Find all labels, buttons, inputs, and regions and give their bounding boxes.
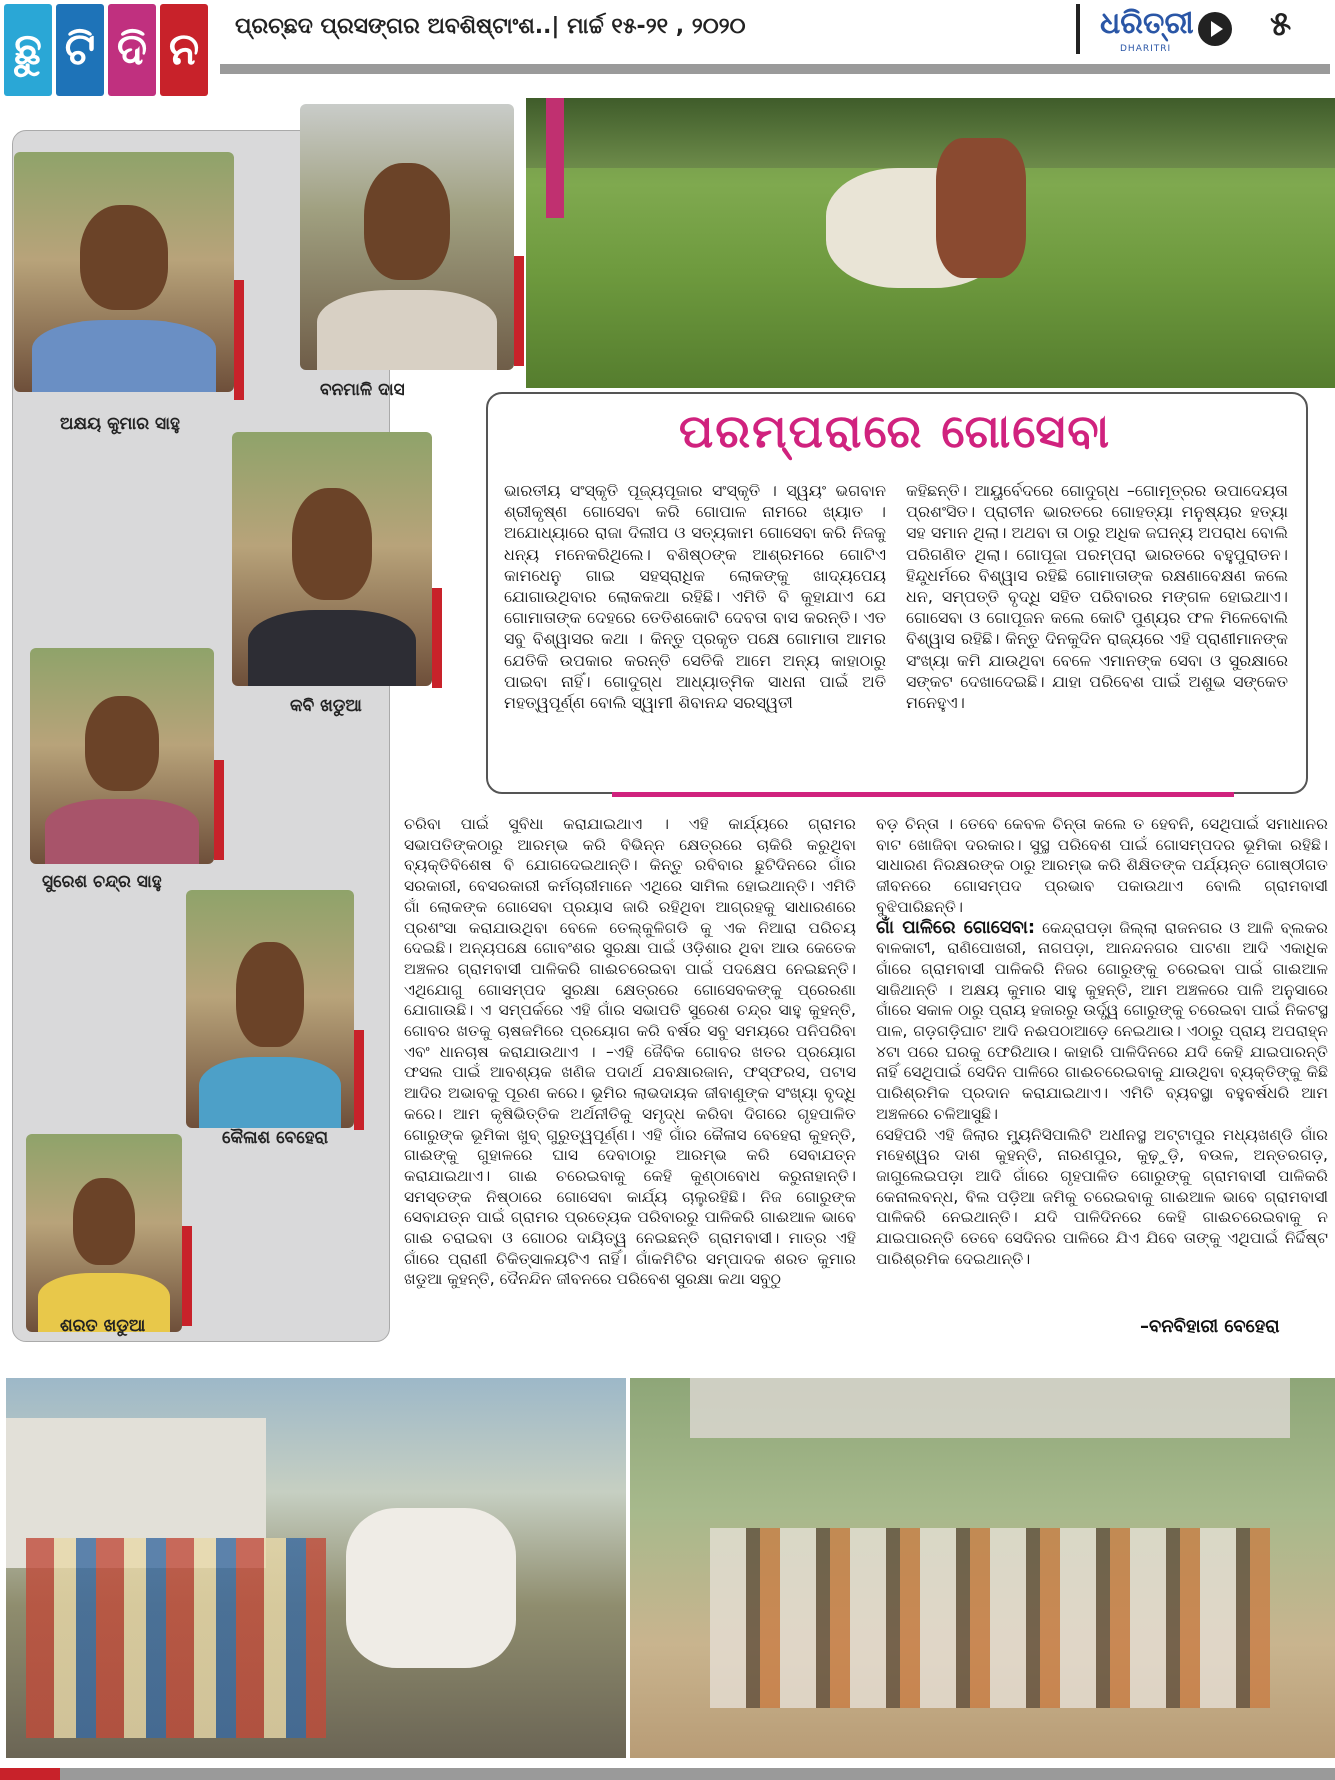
body-text: କେନ୍ଦ୍ରାପଡ଼ା ଜିଲ୍ଲା ରାଜନଗର ଓ ଆଳି ବ୍ଲକର ବାଳକାଟୀ, ରାଣିପୋଖରୀ, ନାଗପଡ଼ା, ଆନନ୍ଦନଗର ପାଟଣା ଆଦି ଏକାଧିକ ଗାଁରେ ଗ୍ରାମବାସୀ ପାଳିକରି ନିଜର ଗୋରୁଙ୍କୁ ଚରେଇବା ପାଇଁ ଗାଈଆଳ ସାଜିଥାନ୍ତି । ଅକ୍ଷୟ କୁମାର ସାହୁ କୁହନ୍ତି, ଆମ ଅଞ୍ଚଳରେ ପାଳି ଅନୁସାରେ ଗାଁରେ ସକାଳ ଠାରୁ ପ୍ରାୟ ହଜାରରୁ ଉର୍ଦ୍ଧ୍ୱ ଗୋରୁଙ୍କୁ ଚରେଇବା ପାଇଁ ନିକଟସ୍ଥ ପାଳ, ଗଡ଼ଗଡ଼ିଘାଟ ଆଦି ନଈପଠାଆଡ଼େ ନେଇଥାଉ। ଏଠାରୁ ପ୍ରାୟ ଅପରାହ୍ନ ୪ଟା ପରେ ଘରକୁ ଫେରିଥାଉ। କାହାରି ପାଳିଦିନରେ ଯଦି କେହି ଯାଇପାରନ୍ତି ନାହିଁ ସେଥିପାଇଁ ସେଦିନ ପାଳିରେ ଗାଈଚରେଇବାକୁ ଯାଉଥିବା ବ୍ୟକ୍ତିଙ୍କୁ କିଛି ପାରିଶ୍ରମିକ ପ୍ରଦାନ କରାଯାଇଥାଏ। ଏମିତି ବ୍ୟବସ୍ଥା ବହୁବର୍ଷଧରି ଆମ ଅଞ୍ଚଳରେ ଚଳିଆସୁଛି। [876, 918, 1328, 1123]
logo-tile-3: ଦି [108, 4, 156, 96]
portrait-photo [232, 432, 432, 686]
body-column-right [876, 814, 1328, 1310]
body-paragraph: ବଡ଼ ଚିନ୍ତା । ତେବେ କେବଳ ଚିନ୍ତା କଲେ ତ ହେବନି, ସେଥିପାଇଁ ସମାଧାନର ବାଟ ଖୋଜିବା ଦରକାର। ସୁସ୍ଥ ପରିବେଶ ପାଇଁ ଗୋସମ୍ପଦର ଭୂମିକା ରହିଛି। ସାଧାରଣ ନିରକ୍ଷରଙ୍କ ଠାରୁ ଆରମ୍ଭ କରି ଶିକ୍ଷିତଙ୍କ ପର୍ଯ୍ୟନ୍ତ ଗୋଷ୍ଠୀଗତ ଜୀବନରେ ଗୋସମ୍ପଦ ପ୍ରଭାବ ପକାଉଥାଏ ବୋଲି ଗ୍ରାମବାସୀ ବୁଝିପାରିଛନ୍ତି। [876, 815, 1328, 916]
photo-accent [432, 588, 442, 688]
portrait-caption: ସୁରେଶ ଚନ୍ଦ୍ର ସାହୁ [42, 872, 162, 892]
intro-column-1: ଭାରତୀୟ ସଂସ୍କୃତି ପୂଜ୍ୟପୂଜାର ସଂସ୍କୃତି । ସ୍ୱୟଂ ଭଗବାନ ଶ୍ରୀକୃଷ୍ଣ ଗୋସେବା କରି ଗୋପାଳ ନାମରେ ଖ୍ୟାତ । ଅଯୋଧ୍ୟାରେ ରାଜା ଦିଲୀପ ଓ ସତ୍ୟକାମ ଗୋସେବା କରି ନିଜକୁ ଧନ୍ୟ ମନେକରିଥିଲେ। ବଶିଷ୍ଠଙ୍କ ଆଶ୍ରମରେ ଗୋଟିଏ କାମଧେନୁ ଗାଇ ସହସ୍ରାଧିକ ଲୋକଙ୍କୁ ଖାଦ୍ୟପେୟ ଯୋଗାଉଥିବାର ଲୋକକଥା ରହିଛି। ଏମିତି ବି କୁହାଯାଏ ଯେ ଗୋମାତାଙ୍କ ଦେହରେ ତେତିଶକୋଟି ଦେବତା ବାସ କରନ୍ତି। ଏତ ସବୁ ବିଶ୍ୱାସର କଥା । କିନ୍ତୁ ପ୍ରକୃତ ପକ୍ଷେ ଗୋମାତା ଆମର ଯେତିକି ଉପକାର କରନ୍ତି ସେତିକି ଆମେ ଅନ୍ୟ କାହାଠାରୁ ପାଇବା ନାହିଁ। ଗୋଦୁଗ୍ଧ ଆଧ୍ୟାତ୍ମିକ ସାଧନା ପାଇଁ ଅତି ମହତ୍ୱପୂର୍ଣ୍ଣ ବୋଲି ସ୍ୱାମୀ ଶିବାନନ୍ଦ ସରସ୍ୱତୀ [504, 481, 886, 713]
portrait-caption: କବି ଖଡୁଆ [290, 696, 362, 716]
section-subhead: ଗାଁ ପାଳିରେ ଗୋସେବା: [876, 916, 1036, 938]
portrait-photo [26, 1134, 182, 1332]
byline: –ବନବିହାରୀ ବେହେରା [1140, 1316, 1280, 1337]
portrait-photo [14, 152, 234, 392]
bottom-photo-gau-puja [6, 1378, 626, 1758]
header-rule [220, 64, 1330, 74]
portrait-photo [186, 890, 354, 1128]
photo-accent [514, 256, 524, 366]
play-icon [1198, 12, 1232, 46]
brand-sub: DHARITRI [1120, 44, 1172, 54]
header-text: ପ୍ରଚ୍ଛଦ ପ୍ରସଙ୍ଗର ଅବଶିଷ୍ଟାଂଶ..| ମାର୍ଚ୍ଚ ୧୫-୨୧ , ୨୦୨୦ [235, 14, 746, 39]
portrait-caption: ଅକ୍ଷୟ କୁମାର ସାହୁ [60, 414, 180, 434]
logo-tile-2: ଟି [56, 4, 104, 96]
photo-accent [354, 1030, 364, 1130]
body-paragraph [876, 918, 1328, 1125]
logo-tile-1: ଛୁ [4, 4, 52, 96]
photo-accent [182, 1226, 192, 1326]
intro-underline [612, 792, 1234, 797]
photo-accent [234, 280, 244, 400]
logo-tile-4: ନ [160, 4, 208, 96]
footer-rule [0, 1768, 1335, 1780]
brand-logo: ଧରିତ୍ରୀ [1100, 6, 1194, 41]
portrait-caption: କୈଳାଶ ବେହେରା [222, 1128, 329, 1148]
body-column-left: ଚରିବା ପାଇଁ ସୁବିଧା କରାଯାଇଥାଏ । ଏହି କାର୍ଯ୍ୟରେ ଗ୍ରାମର ସଭାପତିଙ୍କଠାରୁ ଆରମ୍ଭ କରି ବିଭିନ୍ନ କ୍ଷେତ୍ରରେ ଚାକିରି କରୁଥିବା ବ୍ୟକ୍ତିବିଶେଷ ବି ଯୋଗଦେଇଥାନ୍ତି। କିନ୍ତୁ ରବିବାର ଛୁଟିଦିନରେ ଗାଁର ସରକାରୀ, ବେସରକାରୀ କର୍ମଚାରୀମାନେ ଏଥିରେ ସାମିଲ ହୋଇଥାନ୍ତି। ଏମିତି ଗାଁ ଲୋକଙ୍କ ଗୋସେବା ପ୍ରୟାସ ଜାରି ରହିଥିବା ଆଗ୍ରହକୁ ସାଧାରଣରେ ପ୍ରଶଂସା କରାଯାଉଥିବା ବେଳେ ତେଲ୍କୁଳିଗଡି କୁ ଏକ ନିଆରା ପରିଚୟ ଦେଇଛି। ଅନ୍ୟପକ୍ଷେ ଗୋବଂଶର ସୁରକ୍ଷା ପାଇଁ ଓଡ଼ିଶାର ଥିବା ଆଉ କେତେକ ଅଞ୍ଚଳର ଗ୍ରାମବାସୀ ପାଳିକରି ଗାଈଚରେଇବା ପାଇଁ ପଦକ୍ଷେପ ନେଇଛନ୍ତି। ଏଥିଯୋଗୁ ଗୋସମ୍ପଦ ସୁରକ୍ଷା କ୍ଷେତ୍ରରେ ଗୋସେବକଙ୍କୁ ପ୍ରେରଣା ଯୋଗାଉଛି। ଏ ସମ୍ପର୍କରେ ଏହି ଗାଁର ସଭାପତି ସୁରେଶ ଚନ୍ଦ୍ର ସାହୁ କୁହନ୍ତି, ଗୋବର ଖତକୁ ଚାଷଜମିରେ ପ୍ରୟୋଗ କରି ବର୍ଷର ସବୁ ସମୟରେ ପନିପରିବା ଏବଂ ଧାନଚାଷ କରାଯାଉଥାଏ । –ଏହି ଜୈବିକ ଗୋବର ଖତର ପ୍ରୟୋଗ ଫସଲ ପାଇଁ ଆବଶ୍ୟକ ଖଣିଜ ପଦାର୍ଥ ଯବକ୍ଷାରଜାନ, ଫସ୍‌ଫରସ, ପଟାସ ଆଦିର ଅଭାବକୁ ପୂରଣ କରେ। ଭୂମିର ଲାଭଦାୟକ ଜୀବାଣୁଙ୍କ ସଂଖ୍ୟା ବୃଦ୍ଧି କରେ। ଆମ କୃଷିଭିତ୍ତିକ ଅର୍ଥନୀତିକୁ ସମୃଦ୍ଧ କରିବା ଦିଗରେ ଗୃହପାଳିତ ଗୋରୁଙ୍କ ଭୂମିକା ଖୁବ୍ ଗୁରୁତ୍ୱପୂର୍ଣ୍ଣ। ଏହି ଗାଁର କୈଳାସ ବେହେରା କୁହନ୍ତି, ଗାଈଙ୍କୁ ଗୁହାଳରେ ଘାସ ଦେବାଠାରୁ ଆରମ୍ଭ କରି ସେବାଯତ୍ନ କରାଯାଇଥାଏ। ଗାଈ ଚରେଇବାକୁ କେହି କୁଣ୍ଠାବୋଧ କରୁନାହାନ୍ତି। ସମସ୍ତଙ୍କ ନିଷ୍ଠାରେ ଗୋସେବା କାର୍ଯ୍ୟ ଚାଲୁରହିଛି। ନିଜ ଗୋରୁଙ୍କ ସେବାଯତ୍ନ ପାଇଁ ଗ୍ରାମର ପ୍ରତ୍ୟେକ ପରିବାରରୁ ପାଳିକରି ଗାଈଆଳ ଭାବେ ଗାଈ ଚରାଇବା ଓ ଗୋଠର ଦାୟିତ୍ୱ ନେଇଛନ୍ତି ଗ୍ରାମବାସୀ। ମାତ୍ର ଏହି ଗାଁରେ ପ୍ରାଣୀ ଚିକିତ୍ସାଳୟଟିଏ ନାହିଁ। ଗାଁକମିଟିର ସମ୍ପାଦକ ଶରତ କୁମାର ଖଡୁଆ କୁହନ୍ତି, ଦୈନନ୍ଦିନ ଜୀବନରେ ପରିବେଶ ସୁରକ୍ଷା କଥା ସବୁଠୁ [404, 815, 856, 1289]
intro-column-2: କହିଛନ୍ତି। ଆୟୁର୍ବେଦରେ ଗୋଦୁଗ୍ଧ –ଗୋମୂତ୍ରର ଉପାଦେୟତା ପ୍ରଶଂସିତ। ପ୍ରାଚୀନ ଭାରତରେ ଗୋହତ୍ୟା ମନୁଷ୍ୟର ହତ୍ୟା ସହ ସମାନ ଥିଲା। ଅଥବା ତା ଠାରୁ ଅଧିକ ଜଘନ୍ୟ ଅପରାଧ ବୋଲି ପରିଗଣିତ ଥିଲା। ଗୋପୂଜା ପରମ୍ପରା ଭାରତରେ ବହୁପୁରାତନ। ହିନ୍ଦୁଧର୍ମରେ ବିଶ୍ୱାସ ରହିଛି ଗୋମାତାଙ୍କ ରକ୍ଷଣାବେକ୍ଷଣ କଲେ ଧନ, ସମ୍ପତ୍ତି ବୃଦ୍ଧି ସହିତ ପରିବାରର ମଙ୍ଗଳ ହୋଇଥାଏ। ଗୋସେବା ଓ ଗୋପୂଜନ କଲେ କୋଟି ପୁଣ୍ୟର ଫଳ ମିଳେବୋଲି ବିଶ୍ୱାସ ରହିଛି। କିନ୍ତୁ ଦିନକୁଦିନ ରାଜ୍ୟରେ ଏହି ପ୍ରାଣୀମାନଙ୍କ ସଂଖ୍ୟା କମି ଯାଉଥିବା ବେଳେ ଏମାନଙ୍କ ସେବା ଓ ସୁରକ୍ଷାରେ ସଙ୍କଟ ଦେଖାଦେଇଛି। ଯାହା ପରିବେଶ ପାଇଁ ଅଶୁଭ ସଙ୍କେତ ମନେହୁଏ। [906, 481, 1288, 713]
page-title: ପରମ୍ପରାରେ ଗୋସେବା [678, 404, 1112, 458]
portrait-photo [300, 104, 514, 370]
photo-accent [214, 760, 224, 860]
body-paragraph: ସେହିପରି ଏହି ଜିଲାର ମ୍ୟୁନିସିପାଲିଟି ଅଧୀନସ୍ଥ ଅଟ୍ଟାପୁର ମଧ୍ୟଖଣ୍ଡି ଗାଁର ମହେଶ୍ୱର ଦାଶ କୁହନ୍ତି, ନାରଣପୁର, କୁଢ଼ୁଡ଼ି, ବଉଳ, ଅନ୍ତରଗଡ଼, ଜାଗୁଲେଇପଡ଼ା ଆଦି ଗାଁରେ ଗୃହପାଳିତ ଗୋରୁଙ୍କୁ ଗ୍ରାମବାସୀ ପାଳିକରି କେନାଲବନ୍ଧ, ବିଲ ପଡ଼ିଆ ଜମିକୁ ଚରେଇବାକୁ ଗାଈଆଳ ଭାବେ ଗ୍ରାମବାସୀ ପାଳିକରି ନେଇଥାନ୍ତି। ଯଦି ପାଳିଦିନରେ କେହି ଗାଈଚରେଇବାକୁ ନ ଯାଇପାରନ୍ତି ତେବେ ସେଦିନର ପାଳିରେ ଯିଏ ଯିବେ ତାଙ୍କୁ ଏଥିପାଇଁ ନିର୍ଦ୍ଦିଷ୍ଟ ପାରିଶ୍ରମିକ ଦେଇଥାନ୍ତି। [876, 1125, 1328, 1268]
portrait-caption: ବନମାଳି ଦାସ [320, 380, 405, 400]
header-separator [1076, 4, 1080, 54]
page-number: ୫ [1270, 4, 1292, 44]
bottom-photo-village-meeting [630, 1378, 1335, 1758]
hero-photo-cow-grazing [526, 98, 1335, 388]
portrait-photo [30, 648, 214, 864]
portrait-caption: ଶରତ ଖଡୁଆ [60, 1316, 146, 1336]
